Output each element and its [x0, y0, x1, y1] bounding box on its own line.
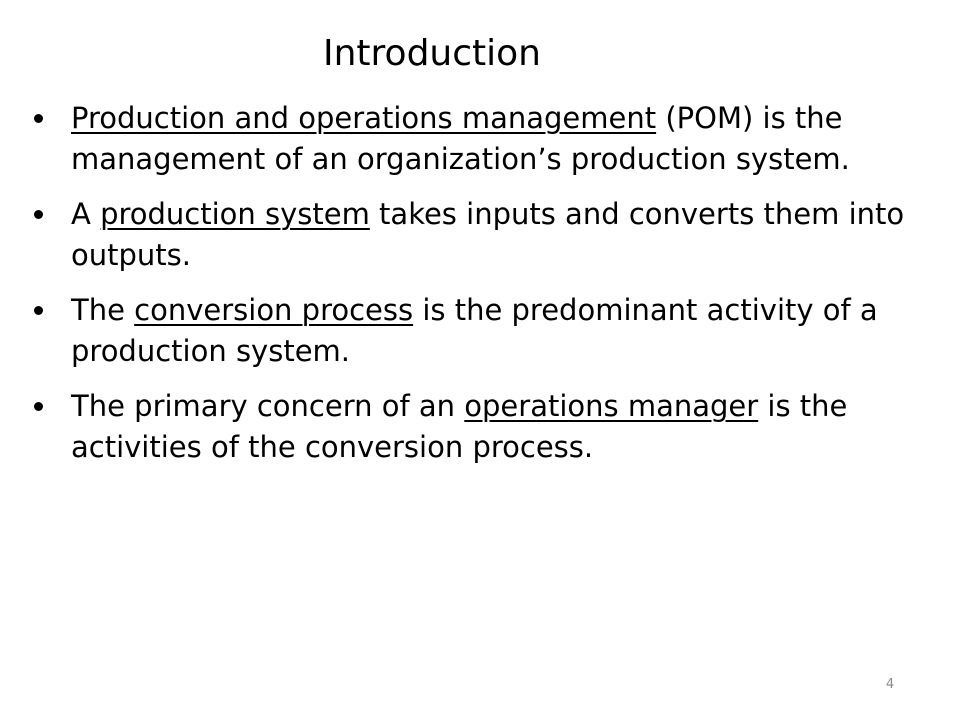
- bullet-list: [34, 98, 934, 482]
- bullet-item-operations-manager: [34, 386, 934, 468]
- bullet-key-term: conversion process: [134, 293, 414, 327]
- bullet-item-conversion-process: [34, 290, 934, 372]
- bullet-rest-text: takes inputs and converts them into outputs.: [71, 197, 905, 272]
- bullet-rest-text: is the activities of the conversion process.: [71, 389, 848, 464]
- page-number: 4: [885, 677, 895, 692]
- bullet-dot-icon: [34, 402, 43, 411]
- bullet-item-production-system: [34, 194, 934, 276]
- bullet-lead-text: The: [71, 293, 135, 327]
- bullet-item-pom: [34, 98, 934, 180]
- slide-title: Introduction: [322, 33, 541, 74]
- bullet-key-term: Production and operations management: [71, 101, 657, 135]
- bullet-key-term: operations manager: [464, 389, 759, 423]
- bullet-key-term: production system: [100, 197, 370, 231]
- bullet-rest-text: (POM) is the management of an organization’s production system.: [71, 101, 850, 176]
- bullet-text: [71, 197, 904, 272]
- bullet-text: [71, 389, 847, 464]
- bullet-lead-text: The primary concern of an: [71, 389, 465, 423]
- bullet-dot-icon: [34, 306, 43, 315]
- bullet-text: [71, 101, 850, 176]
- bullet-dot-icon: [34, 114, 43, 123]
- bullet-lead-text: A: [71, 197, 101, 231]
- bullet-dot-icon: [34, 210, 43, 219]
- bullet-text: [71, 293, 878, 368]
- bullet-rest-text: is the predominant activity of a production system.: [71, 293, 878, 368]
